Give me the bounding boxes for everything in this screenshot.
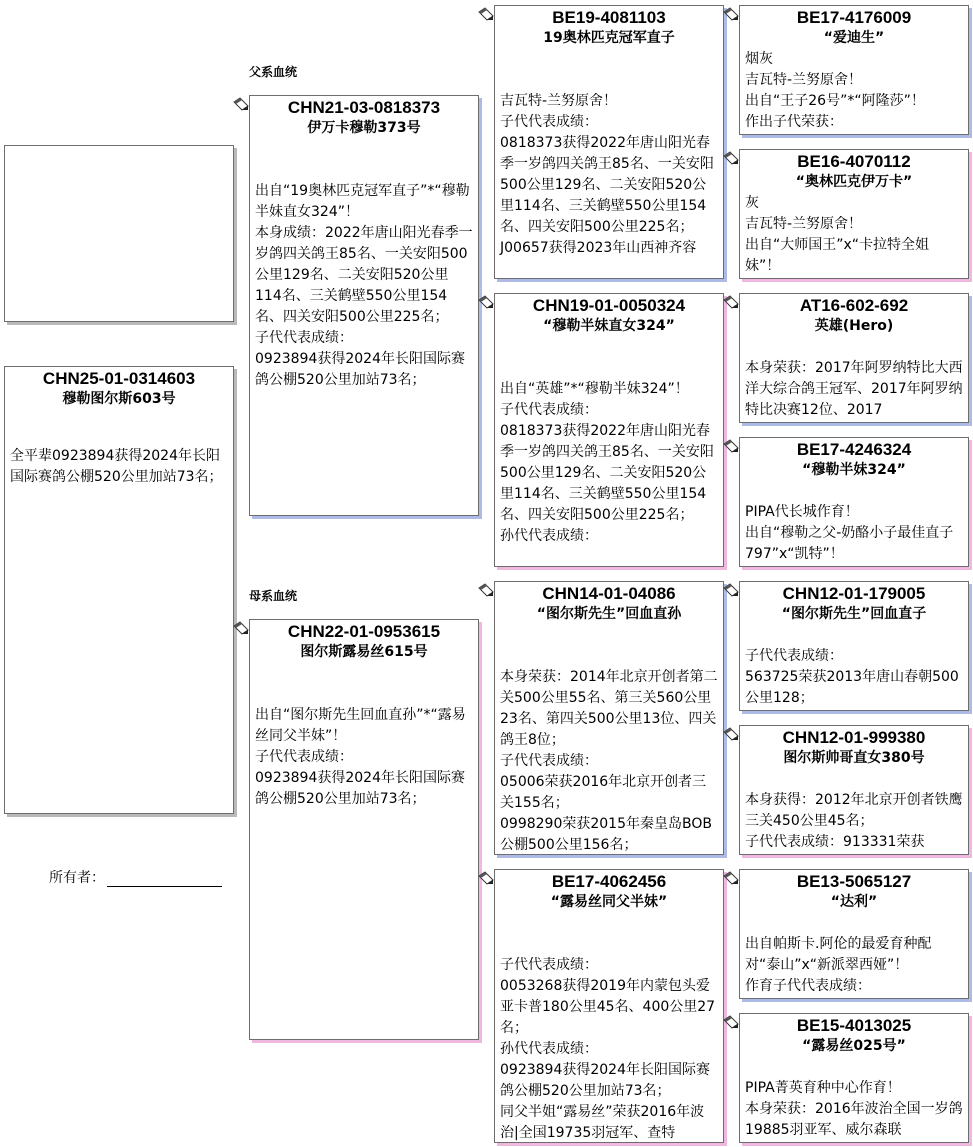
sds-text: 本身荣获：2017年阿罗纳特比大西洋大综合鸽王冠军、2017年阿罗纳特比决赛12位、2017: [745, 360, 963, 418]
owner-label: 所有者：: [49, 870, 105, 886]
main-pigeon-text: 全平辈0923894获得2024年长阳国际赛鸽公棚520公里加站73名；: [10, 448, 223, 485]
edit-pencil-icon[interactable]: [233, 621, 249, 635]
sdd-ring-number: BE17-4246324: [796, 440, 912, 459]
sire-dam-card: [494, 293, 724, 567]
edit-pencil-icon[interactable]: [723, 7, 739, 21]
owner-line: [107, 870, 222, 887]
edit-pencil-icon[interactable]: [478, 7, 494, 21]
ssd-name: “奥林匹克伊万卡”: [795, 174, 913, 190]
edit-pencil-icon[interactable]: [723, 583, 739, 597]
ddd-text: PIPA菁英育种中心作育！ 本身荣获：2016年波治全国一岁鸽19885羽亚军、威尔森联: [745, 1080, 963, 1138]
sds-ring-number: AT16-602-692: [799, 296, 909, 315]
dss-text: 子代代表成绩： 563725荣获2013年唐山春朝500公里128；: [745, 648, 959, 706]
dam-dam-card: [494, 869, 724, 1143]
dss-card: [739, 581, 969, 711]
sd-text: 出自“英雄”*“穆勒半妹324”！ 子代代表成绩： 0818373获得2022年唐山阳光春季一岁鸽四关鸽王85名、一关安阳500公里129名、二关安阳520公里114名、三关鹤壁550公里154名、四关安阳500公里225名； 孙代代表成绩：: [500, 381, 714, 544]
sire-text: 出自“19奥林匹克冠军直子”*“穆勒半妹直女324”！ 本身成绩：2022年唐山阳光春季一岁鸽四关鸽王85名、一关安阳500公里129名、二关安阳520公里114名、三关鹤壁550公里154名、四关安阳500公里225名； 子代代表成绩： 0923894获得2024年长阳国际赛鸽公棚520公里加站73名；: [255, 183, 473, 388]
dam-ring-number: CHN22-01-0953615: [287, 622, 441, 641]
edit-pencil-icon[interactable]: [723, 295, 739, 309]
sire-sire-card: [494, 5, 724, 279]
dam-line-label: 母系血统: [249, 589, 298, 603]
dsd-text: 本身获得：2012年北京开创者铁鹰三关450公里45名； 子代代表成绩：913331荣获: [745, 792, 963, 850]
sss-text: 烟灰 吉瓦特-兰努原舍！ 出自“王子26号”*“阿隆莎”！ 作出子代荣获：: [745, 51, 925, 130]
main-pigeon-card: [4, 366, 234, 814]
dam-card: [249, 619, 479, 1040]
ss-text: 吉瓦特-兰努原舍！ 子代代表成绩： 0818373获得2022年唐山阳光春季一岁鸽四关鸽王85名、一关安阳500公里129名、二关安阳520公里114名、三关鹤壁550公里154名、四关安阳500公里225名； J00657获得2023年山西神齐容: [500, 93, 714, 256]
sdd-name: “穆勒半妹324”: [802, 462, 906, 478]
dds-text: 出自帕斯卡.阿伦的最爱育种配对“泰山”x“新派翠西娅”！ 作育子代代表成绩：: [745, 936, 932, 994]
ddd-name: “露易丝025号”: [802, 1038, 906, 1054]
sire-card: [249, 95, 479, 516]
edit-pencil-icon[interactable]: [723, 727, 739, 741]
sss-card: [739, 5, 969, 135]
dd-name: “露易丝同父半妹”: [550, 894, 668, 910]
sss-name: “爱迪生”: [823, 30, 885, 46]
ddd-ring-number: BE15-4013025: [796, 1016, 912, 1035]
edit-pencil-icon[interactable]: [723, 1015, 739, 1029]
photo-box: [4, 145, 234, 322]
dss-ring-number: CHN12-01-179005: [782, 584, 926, 603]
ds-ring-number: CHN14-01-04086: [542, 584, 676, 603]
edit-pencil-icon[interactable]: [723, 151, 739, 165]
dsd-card: [739, 725, 969, 855]
dsd-name: 图尔斯帅哥直女380号: [783, 750, 925, 766]
ssd-ring-number: BE16-4070112: [797, 152, 911, 171]
sd-ring-number: CHN19-01-0050324: [532, 296, 686, 315]
edit-pencil-icon[interactable]: [233, 97, 249, 111]
ds-text: 本身荣获：2014年北京开创者第二关500公里55名、第三关560公里23名、第四关500公里13位、四关鸽王8位； 子代代表成绩： 05006荣获2016年北京开创者三关155名； 0998290荣获2015年秦皇岛BOB公棚500公里156名；: [500, 669, 718, 853]
sire-name: 伊万卡穆勒373号: [307, 120, 421, 136]
owner-field: [49, 867, 222, 887]
edit-pencil-icon[interactable]: [478, 871, 494, 885]
sdd-text: PIPA代长城作育！ 出自“穆勒之父-奶酪小子最佳直子797”x“凯特”！: [745, 504, 954, 562]
dss-name: “图尔斯先生”回血直子: [781, 606, 927, 622]
dds-ring-number: BE13-5065127: [796, 872, 912, 891]
ssd-text: 灰 吉瓦特-兰努原舍！ 出自“大师国王”x“卡拉特全姐妹”！: [745, 195, 930, 274]
dd-text: 子代代表成绩： 0053268获得2019年内蒙包头爱亚卡普180公里45名、400公里27名； 孙代代表成绩： 0923894获得2024年长阳国际赛鸽公棚520公里加站73名； 同父半姐“露易丝”荣获2016年波治|全国19735羽冠军、查特: [500, 957, 716, 1141]
sdd-card: [739, 437, 969, 567]
edit-pencil-icon[interactable]: [478, 583, 494, 597]
ss-name: 19奥林匹克冠军直子: [543, 30, 675, 46]
sss-ring-number: BE17-4176009: [796, 8, 912, 27]
main-pigeon-name: 穆勒图尔斯603号: [62, 391, 176, 407]
sds-name: 英雄(Hero): [814, 318, 894, 334]
sire-ring-number: CHN21-03-0818373: [287, 98, 441, 117]
edit-pencil-icon[interactable]: [478, 295, 494, 309]
edit-pencil-icon[interactable]: [723, 871, 739, 885]
ss-ring-number: BE19-4081103: [552, 8, 666, 27]
dsd-ring-number: CHN12-01-999380: [782, 728, 926, 747]
sd-name: “穆勒半妹直女324”: [543, 318, 675, 334]
main-ring-number: CHN25-01-0314603: [42, 369, 196, 388]
sire-line-label: 父系血统: [249, 65, 298, 79]
dam-sire-card: [494, 581, 724, 855]
dam-text: 出自“图尔斯先生回血直孙”*“露易丝同父半妹”！ 子代代表成绩： 0923894获得2024年长阳国际赛鸽公棚520公里加站73名；: [255, 707, 466, 807]
sds-card: [739, 293, 969, 423]
ds-name: “图尔斯先生”回血直孙: [536, 606, 682, 622]
ssd-card: [739, 149, 969, 279]
dam-name: 图尔斯露易丝615号: [300, 644, 428, 660]
ddd-card: [739, 1013, 969, 1143]
dd-ring-number: BE17-4062456: [551, 872, 667, 891]
dds-card: [739, 869, 969, 999]
dds-name: “达利”: [830, 894, 878, 910]
edit-pencil-icon[interactable]: [723, 439, 739, 453]
